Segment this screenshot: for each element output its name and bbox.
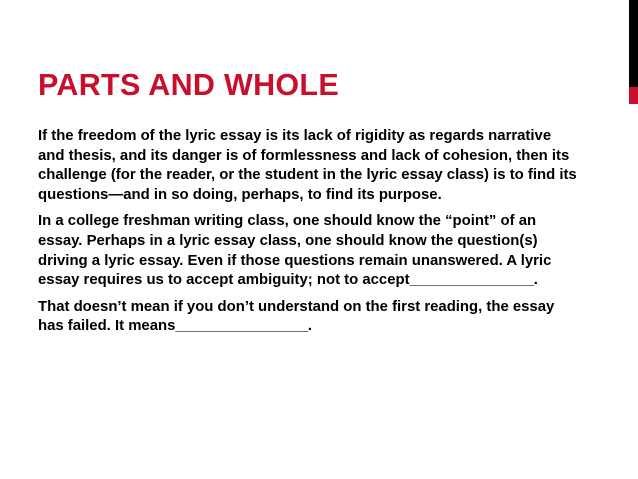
body-paragraph-3: That doesn’t mean if you don’t understand on the first reading, the essay has failed. It means________________. (38, 298, 555, 335)
slide-title: PARTS AND WHOLE (38, 68, 340, 102)
body-paragraph-1: If the freedom of the lyric essay is its lack of rigidity as regards narrative and thesis, and its danger is of formlessness and lack of cohesion, then its challenge (for the reader, or the student in the lyric essay class) is to find its questions—and in so doing, perhaps, to find its purpose. (38, 128, 577, 203)
corner-accent-bar-red (629, 87, 638, 104)
corner-accent-bar (629, 0, 638, 87)
body-paragraph-2: In a college freshman writing class, one should know the “point” of an essay. Perhaps in a lyric essay class, one should know the question(s) driving a lyric essay. Even if those questions remain unanswered. A lyric essay requires us to accept ambiguity; not to accept_______________. (38, 213, 552, 289)
slide-body (38, 127, 578, 344)
